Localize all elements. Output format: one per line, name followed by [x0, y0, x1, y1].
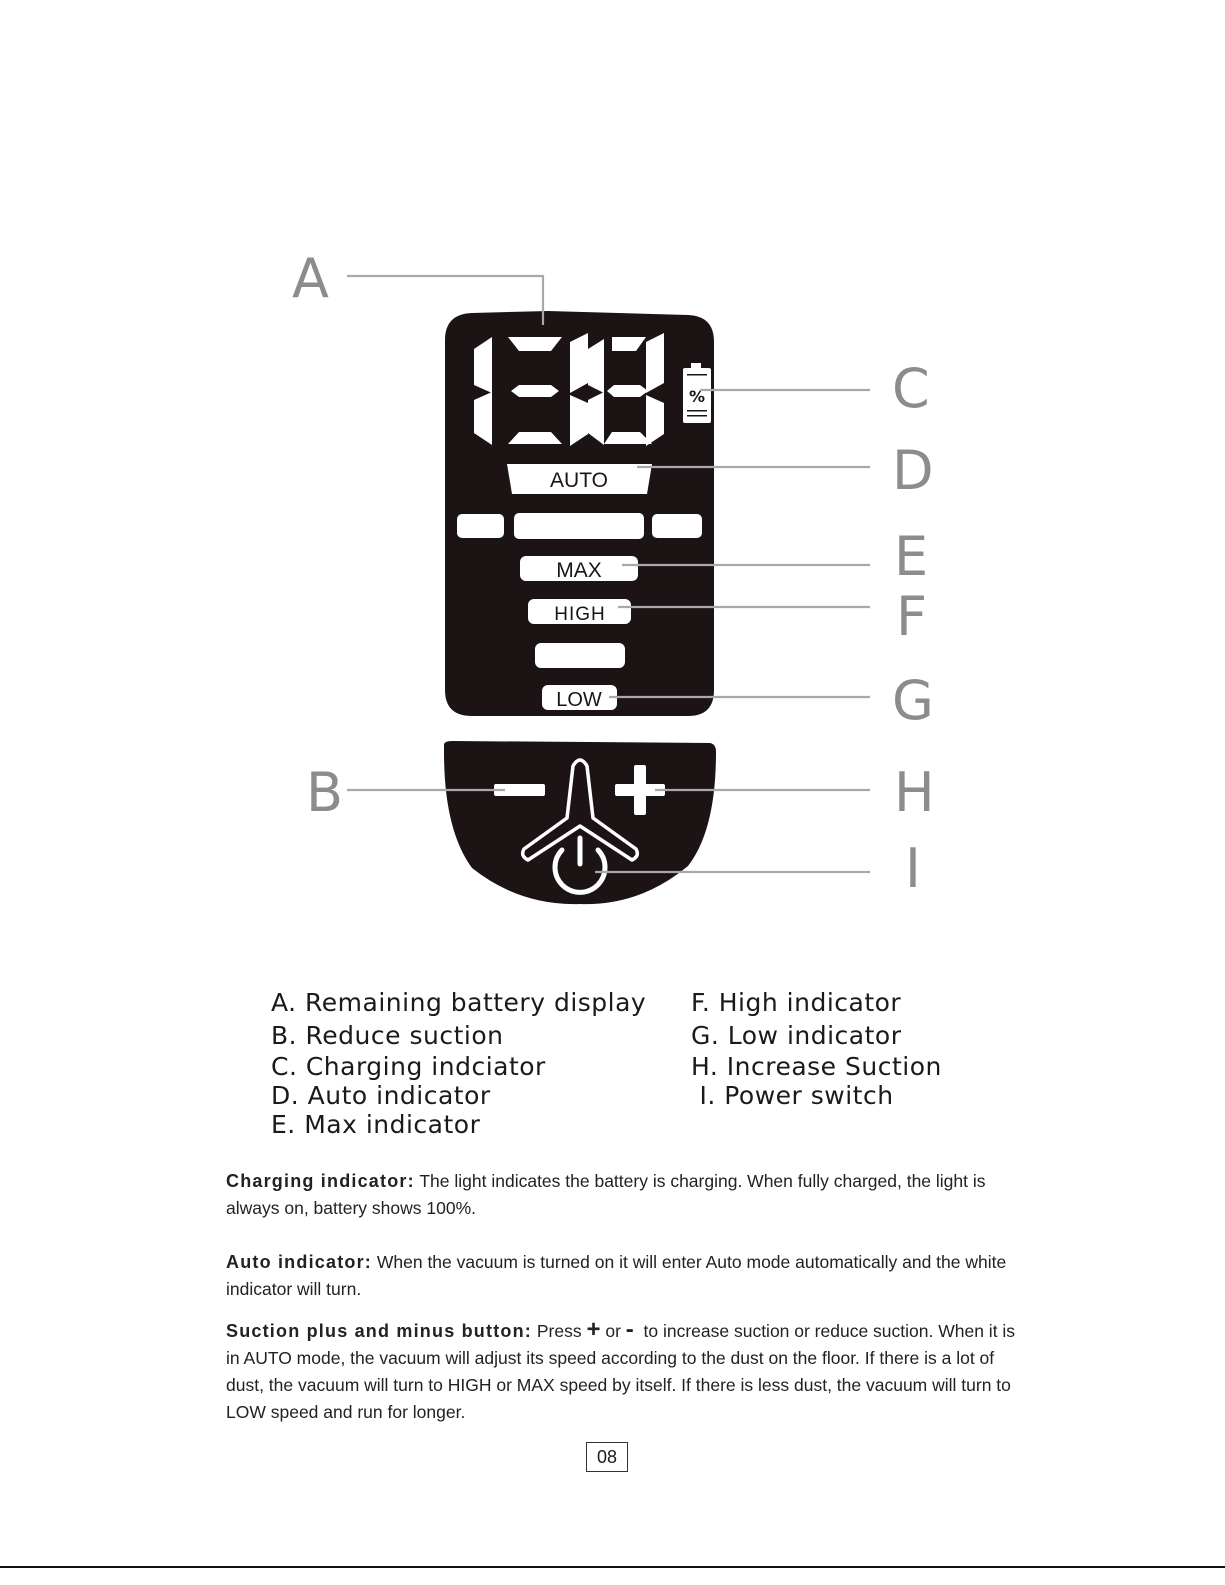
callout-letter-g: G [892, 669, 934, 732]
battery-percent-symbol: % [688, 387, 706, 406]
legend-item-a: A. Remaining battery display [271, 988, 647, 1017]
legend-left [271, 988, 646, 1139]
legend-right [691, 988, 942, 1110]
auto-indicator-paragraph [226, 1249, 1016, 1303]
level-bar-right [652, 514, 702, 538]
legend-item-c: C. Charging indciator [271, 1052, 546, 1081]
battery-icon [683, 363, 711, 423]
bottom-rule [0, 1566, 1225, 1568]
legend-item-d: D. Auto indicator [271, 1081, 491, 1110]
charging-indicator-heading: Charging indicator: [226, 1171, 415, 1191]
button-panel [444, 741, 716, 904]
suction-buttons-text-before: Press [531, 1321, 587, 1341]
callout-letter-i: I [905, 837, 921, 900]
minus-symbol: - [625, 1316, 634, 1343]
legend-item-e: E. Max indicator [271, 1110, 481, 1139]
suction-buttons-paragraph [226, 1316, 1020, 1426]
legend-item-i: I. Power switch [691, 1081, 894, 1110]
auto-indicator-text: When the vacuum is turned on it will enter Auto mode automatically and the white indicator will turn. [226, 1252, 1007, 1299]
suction-buttons-text-after: to increase suction or reduce suction. When it is in AUTO mode, the vacuum will adjust its speed according to the dust on the floor. If there is a lot of dust, the vacuum will turn to HIGH or MAX speed by itself. If there is less dust, the vacuum will turn to LOW speed and run for longer. [226, 1321, 1020, 1422]
legend-item-h: H. Increase Suction [691, 1052, 942, 1081]
high-label: HIGH [554, 604, 606, 625]
charging-indicator-paragraph [226, 1168, 1016, 1222]
charging-indicator-text: The light indicates the battery is charging. When fully charged, the light is always on, battery shows 100%. [226, 1171, 986, 1218]
callout-letter-a: A [292, 247, 329, 310]
suction-buttons-heading: Suction plus and minus button: [226, 1321, 532, 1341]
legend-item-g: G. Low indicator [691, 1021, 902, 1050]
low-label: LOW [556, 689, 602, 711]
page-number: 08 [586, 1442, 628, 1472]
max-label: MAX [556, 559, 602, 582]
medium-indicator [535, 643, 625, 668]
callout-letter-h: H [894, 761, 935, 824]
level-bar-left [457, 514, 504, 538]
callout-letter-d: D [892, 439, 934, 502]
plus-symbol: + [586, 1316, 601, 1343]
callout-letter-f: F [896, 585, 928, 648]
auto-label: AUTO [550, 469, 608, 492]
or-text: or [600, 1321, 626, 1341]
callout-letter-c: C [892, 357, 930, 420]
callout-letter-e: E [894, 525, 929, 588]
auto-indicator-heading: Auto indicator: [226, 1252, 372, 1272]
level-bar-center [514, 513, 644, 539]
legend-item-b: B. Reduce suction [271, 1021, 504, 1050]
legend-item-f: F. High indicator [691, 988, 902, 1017]
callout-letter-b: B [306, 761, 344, 824]
